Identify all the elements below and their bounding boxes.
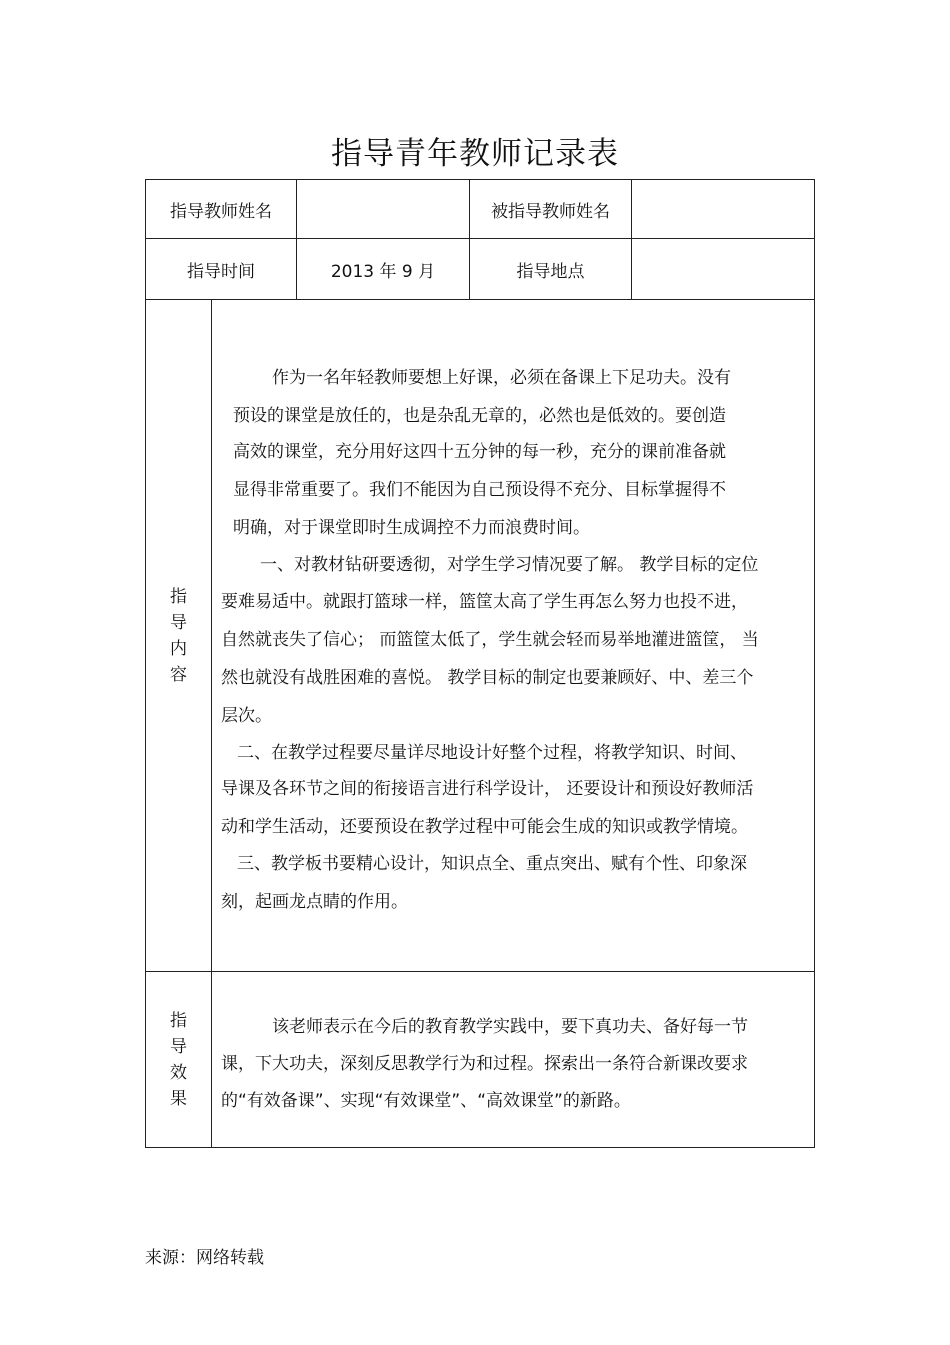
- content-line: 显得非常重要了。我们不能因为自己预设得不充分、目标掌握得不: [233, 480, 726, 500]
- effect-label-char: 指: [170, 1010, 187, 1031]
- guidance-content: [212, 300, 815, 972]
- content-line: 动和学生活动，还要预设在教学过程中可能会生成的知识或教学情境。: [221, 817, 748, 837]
- effect-line: 课，下大功夫，深刻反思教学行为和过程。探索出一条符合新课改要求: [221, 1054, 748, 1074]
- mentee-name-value: [632, 180, 815, 239]
- page-title: 指导青年教师记录表: [331, 136, 619, 172]
- content-line: 一、对教材钻研要透彻，对学生学习情况要了解。 教学目标的定位: [260, 555, 759, 575]
- guidance-time-value: 2013 年 9 月: [297, 239, 470, 300]
- guidance-place-label: 指导地点: [470, 239, 632, 300]
- content-line: 作为一名年轻教师要想上好课，必须在备课上下足功夫。没有: [272, 368, 731, 388]
- content-line: 明确，对于课堂即时生成调控不力而浪费时间。: [233, 518, 590, 538]
- content-line: 二、在教学过程要尽量详尽地设计好整个过程，将教学知识、时间、: [237, 743, 747, 763]
- content-line: 导课及各环节之间的衔接语言进行科学设计， 还要设计和预设好教师活: [221, 779, 754, 799]
- source-note: 来源：网络转载: [145, 1248, 264, 1268]
- content-line: 刻，起画龙点睛的作用。: [221, 892, 408, 912]
- guidance-effect: [212, 972, 815, 1148]
- content-line: 三、教学板书要精心设计，知识点全、重点突出、赋有个性、印象深: [237, 854, 747, 874]
- content-label-char: 指: [170, 586, 187, 607]
- mentor-name-label: 指导教师姓名: [146, 180, 297, 239]
- effect-label-char: 效: [170, 1062, 187, 1083]
- guidance-time-label: 指导时间: [146, 239, 297, 300]
- record-table: [145, 179, 815, 1148]
- content-label: [146, 300, 212, 972]
- content-label-char: 内: [170, 638, 187, 659]
- mentee-name-label: 被指导教师姓名: [470, 180, 632, 239]
- effect-label-char: 导: [170, 1036, 187, 1057]
- content-line: 要难易适中。就跟打篮球一样，篮筐太高了学生再怎么努力也投不进，: [221, 592, 748, 612]
- mentor-name-value: [297, 180, 470, 239]
- guidance-place-value: [632, 239, 815, 300]
- content-label-char: 容: [170, 664, 187, 685]
- content-label-char: 导: [170, 612, 187, 633]
- content-line: 预设的课堂是放任的，也是杂乱无章的，必然也是低效的。要创造: [233, 406, 726, 426]
- content-line: 高效的课堂，充分用好这四十五分钟的每一秒，充分的课前准备就: [233, 442, 726, 462]
- effect-line: 的“有效备课”、实现“有效课堂”、“高效课堂”的新路。: [221, 1091, 631, 1111]
- effect-line: 该老师表示在今后的教育教学实践中，要下真功夫、备好每一节: [272, 1017, 748, 1037]
- content-line: 然也就没有战胜困难的喜悦。 教学目标的制定也要兼顾好、中、差三个: [221, 668, 754, 688]
- content-line: 自然就丧失了信心； 而篮筐太低了，学生就会轻而易举地灌进篮筐， 当: [221, 630, 759, 650]
- effect-label: [146, 972, 212, 1148]
- effect-label-char: 果: [170, 1088, 187, 1109]
- content-line: 层次。: [221, 706, 272, 726]
